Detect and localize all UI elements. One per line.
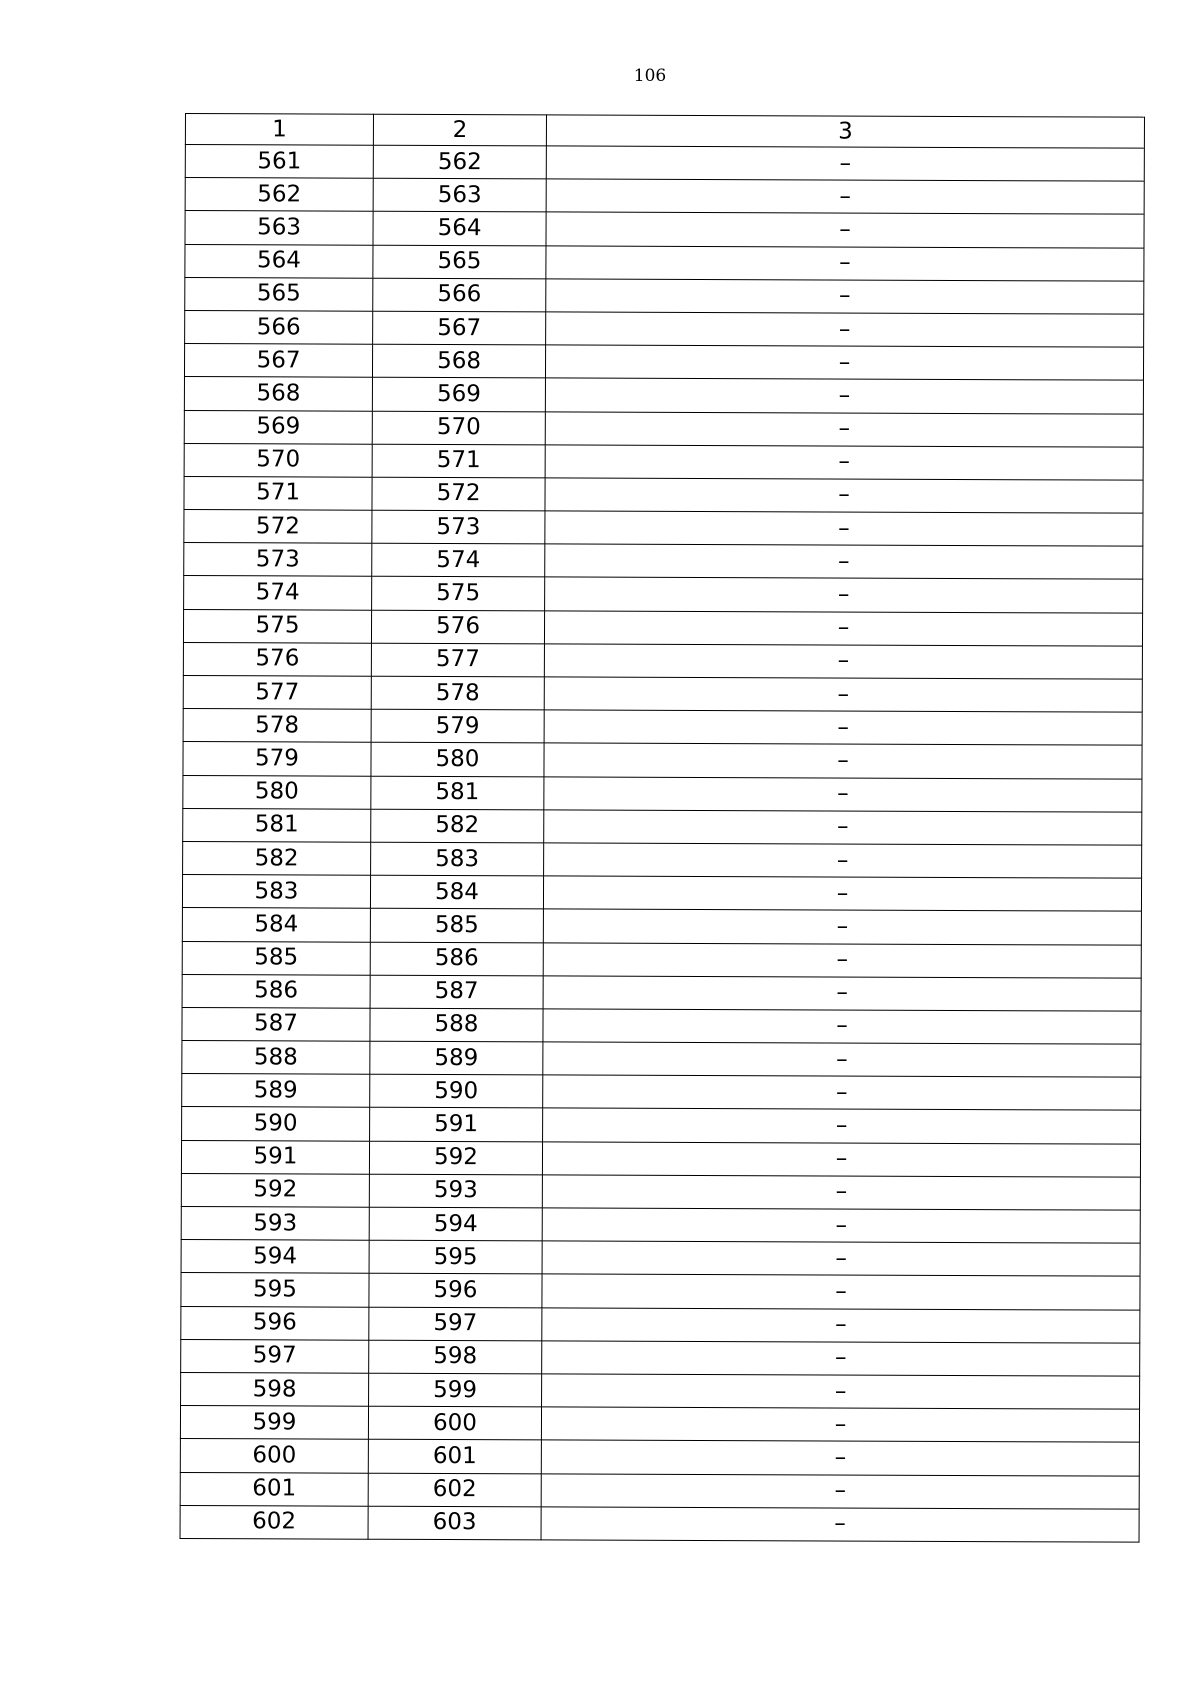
table-cell: 562 (185, 178, 373, 212)
table-cell: 592 (369, 1141, 542, 1175)
table-row (182, 1041, 1141, 1078)
table-cell: – (543, 976, 1141, 1011)
table-cell: – (543, 1108, 1141, 1143)
table-cell: 574 (184, 576, 372, 610)
table-cell: 601 (368, 1440, 541, 1474)
table-cell: – (542, 1274, 1140, 1309)
table-cell: – (542, 1241, 1140, 1276)
table-cell: 600 (180, 1439, 368, 1473)
table-cell: 596 (181, 1306, 369, 1340)
table-row (182, 875, 1141, 912)
table-cell: 561 (185, 145, 373, 179)
table-row (181, 1339, 1140, 1376)
table-row (182, 1107, 1141, 1144)
table-cell: 563 (373, 178, 546, 212)
table-cell: – (543, 1075, 1141, 1110)
table-row (184, 410, 1143, 447)
table-row (182, 908, 1141, 945)
table-row (185, 277, 1144, 314)
table-row (183, 841, 1142, 878)
table-cell: 579 (371, 709, 544, 743)
table-cell: 600 (368, 1406, 541, 1440)
table-cell: – (546, 312, 1144, 347)
table-row (182, 974, 1141, 1011)
table-cell: – (545, 411, 1143, 446)
table-cell: 566 (373, 278, 546, 312)
table-cell: – (544, 810, 1142, 845)
table-row (183, 709, 1142, 746)
table-row (184, 443, 1143, 480)
table-cell: 575 (183, 609, 371, 643)
table-row (183, 675, 1142, 712)
table-row (182, 1074, 1141, 1111)
table-cell: 599 (180, 1406, 368, 1440)
table-cell: 586 (370, 942, 543, 976)
table-cell: 563 (185, 211, 373, 245)
table-row (181, 1140, 1140, 1177)
table-cell: – (546, 279, 1144, 314)
table-row (181, 1306, 1140, 1343)
table-row (180, 1439, 1139, 1476)
table-row (185, 178, 1144, 215)
table-cell: – (541, 1473, 1139, 1508)
table-cell: 567 (373, 311, 546, 345)
table-cell: – (542, 1142, 1140, 1177)
page-number: 106 (633, 66, 667, 86)
table-cell: 595 (369, 1240, 542, 1274)
table-cell: 567 (184, 344, 372, 378)
table-cell: 572 (372, 477, 545, 511)
table-cell: – (545, 345, 1143, 380)
table-cell: 593 (369, 1174, 542, 1208)
table-cell: 587 (182, 1007, 370, 1041)
table-cell: – (544, 677, 1142, 712)
table-cell: 578 (371, 676, 544, 710)
table-cell: 594 (369, 1207, 542, 1241)
table-cell: 585 (370, 909, 543, 943)
table-cell: 587 (370, 975, 543, 1009)
table-cell: – (541, 1440, 1139, 1475)
table-row (183, 742, 1142, 779)
table-cell: 584 (370, 875, 543, 909)
table-cell: 591 (370, 1108, 543, 1142)
table-row (181, 1206, 1140, 1243)
table-cell: 580 (371, 743, 544, 777)
table-cell: 584 (182, 908, 370, 942)
table-cell: – (542, 1307, 1140, 1342)
table-cell: 592 (181, 1173, 369, 1207)
column-header: 1 (185, 114, 373, 146)
table-cell: – (541, 1407, 1139, 1442)
table-cell: 585 (182, 941, 370, 975)
table-row (183, 642, 1142, 679)
table-cell: 570 (184, 443, 372, 477)
table-cell: 602 (180, 1505, 368, 1539)
table-row (180, 1406, 1139, 1443)
table-cell: 597 (181, 1339, 369, 1373)
table-row (180, 1472, 1139, 1509)
table-cell: 594 (181, 1240, 369, 1274)
table-cell: – (543, 1042, 1141, 1077)
table-cell: 562 (373, 145, 546, 179)
table-header-row (185, 114, 1144, 149)
table-body (180, 114, 1144, 1543)
table-row (182, 1007, 1141, 1044)
table-row (181, 1372, 1140, 1409)
table-cell: 572 (184, 510, 372, 544)
table-cell: 596 (369, 1274, 542, 1308)
table-row (180, 1505, 1139, 1542)
table-cell: – (545, 511, 1143, 546)
table-cell: – (542, 1374, 1140, 1409)
table-cell: 590 (370, 1074, 543, 1108)
table-cell: 577 (371, 643, 544, 677)
table-cell: 579 (183, 742, 371, 776)
table-row (183, 808, 1142, 845)
table-cell: – (544, 843, 1142, 878)
table-cell: – (541, 1507, 1139, 1542)
table-cell: – (544, 644, 1142, 679)
table-cell: 588 (370, 1008, 543, 1042)
table-cell: 565 (373, 245, 546, 279)
table-row (184, 510, 1143, 547)
table-row (182, 941, 1141, 978)
table-cell: 586 (182, 974, 370, 1008)
table-row (185, 244, 1144, 281)
table-cell: 602 (368, 1473, 541, 1507)
table-cell: – (543, 876, 1141, 911)
table-cell: 569 (372, 378, 545, 412)
data-table (180, 113, 1145, 1543)
table-row (185, 310, 1144, 347)
table-cell: 578 (183, 709, 371, 743)
table-cell: 574 (372, 543, 545, 577)
table-cell: 588 (182, 1041, 370, 1075)
table-cell: 570 (372, 411, 545, 445)
table-row (183, 609, 1142, 646)
table-cell: – (545, 478, 1143, 513)
table-cell: – (543, 909, 1141, 944)
column-header: 3 (546, 115, 1144, 148)
table-cell: – (544, 776, 1142, 811)
table-cell: – (544, 710, 1142, 745)
table-cell: 581 (371, 776, 544, 810)
table-cell: 591 (181, 1140, 369, 1174)
table-cell: – (545, 577, 1143, 612)
table-row (183, 775, 1142, 812)
table-cell: 566 (185, 310, 373, 344)
table-cell: – (546, 179, 1144, 214)
table-cell: 580 (183, 775, 371, 809)
table-cell: – (543, 942, 1141, 977)
table-cell: – (543, 1009, 1141, 1044)
table-cell: – (545, 378, 1143, 413)
table-cell: 593 (181, 1206, 369, 1240)
table-row (184, 576, 1143, 613)
table-cell: 581 (183, 808, 371, 842)
table-cell: 568 (184, 377, 372, 411)
table-cell: – (545, 445, 1143, 480)
table-cell: – (544, 743, 1142, 778)
table-row (184, 476, 1143, 513)
table-cell: – (545, 544, 1143, 579)
table-cell: 589 (370, 1041, 543, 1075)
table-cell: 575 (372, 577, 545, 611)
table-cell: 589 (182, 1074, 370, 1108)
table-row (184, 377, 1143, 414)
table-cell: 583 (371, 842, 544, 876)
table-row (181, 1273, 1140, 1310)
table-cell: 601 (180, 1472, 368, 1506)
table-row (184, 543, 1143, 580)
table-cell: 603 (368, 1506, 541, 1540)
table-cell: 599 (369, 1373, 542, 1407)
table-cell: 571 (184, 476, 372, 510)
table-cell: 597 (369, 1307, 542, 1341)
table-cell: 564 (373, 212, 546, 246)
table-cell: 564 (185, 244, 373, 278)
table-cell: – (542, 1341, 1140, 1376)
table-cell: 571 (372, 444, 545, 478)
table-cell: 598 (369, 1340, 542, 1374)
table-cell: 576 (371, 610, 544, 644)
table-cell: 590 (182, 1107, 370, 1141)
table-row (181, 1173, 1140, 1210)
table-cell: – (546, 245, 1144, 280)
table-cell: 573 (184, 543, 372, 577)
table-cell: – (546, 146, 1144, 181)
table-cell: 568 (372, 344, 545, 378)
table-cell: 573 (372, 510, 545, 544)
table-cell: – (542, 1175, 1140, 1210)
table-cell: 583 (182, 875, 370, 909)
table-cell: – (546, 212, 1144, 247)
table-cell: 582 (371, 809, 544, 843)
table-cell: 577 (183, 675, 371, 709)
table-row (181, 1240, 1140, 1277)
table-cell: 582 (183, 841, 371, 875)
table-cell: 595 (181, 1273, 369, 1307)
table-cell: 569 (184, 410, 372, 444)
table-cell: 565 (185, 277, 373, 311)
table-cell: – (544, 611, 1142, 646)
table-row (184, 344, 1143, 381)
table-cell: 598 (181, 1372, 369, 1406)
table-row (185, 211, 1144, 248)
table-cell: 576 (183, 642, 371, 676)
column-header: 2 (373, 114, 546, 146)
table-row (185, 145, 1144, 182)
table-cell: – (542, 1208, 1140, 1243)
